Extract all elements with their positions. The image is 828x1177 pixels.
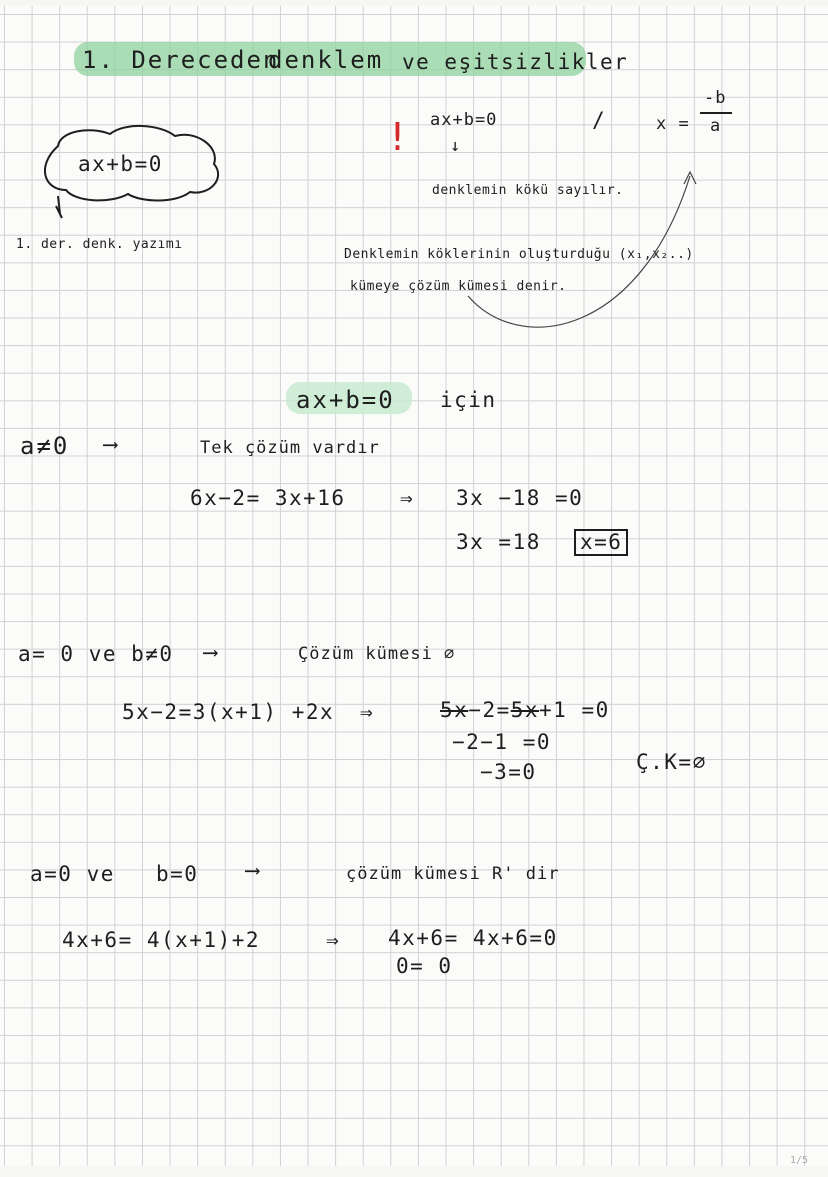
section-formula: ax+b=0 xyxy=(296,386,395,414)
case2-condition: a= 0 ve b≠0 xyxy=(18,642,174,666)
page-number: 1/5 xyxy=(790,1155,809,1166)
right-arrow-icon: ⟶ xyxy=(104,432,119,456)
case3-condition-a: a=0 ve xyxy=(30,862,115,886)
note-formula: ax+b=0 xyxy=(430,110,498,130)
right-arrow-icon: ⟶ xyxy=(246,858,261,882)
implies-arrow-icon: ⇒ xyxy=(400,486,415,510)
case2-result: Çözüm kümesi ∅ xyxy=(298,644,456,664)
note-root-formula-numerator: -b xyxy=(704,88,727,108)
case2-step-1 xyxy=(440,700,610,721)
case1-example-left: 6x−2= 3x+16 xyxy=(190,486,346,510)
curved-arrow-icon xyxy=(0,6,828,1177)
case2-step-2: −2−1 =0 xyxy=(452,730,552,754)
case2-example-left: 5x−2=3(x+1) +2x xyxy=(122,700,335,724)
case2-step-3: −3=0 xyxy=(480,760,537,784)
case2-answer: Ç.K=∅ xyxy=(636,750,707,774)
case1-step-2: 3x =18 xyxy=(456,530,541,554)
implies-arrow-icon: ⇒ xyxy=(360,700,375,724)
term: +1 =0 xyxy=(539,698,610,722)
case1-result: Tek çözüm vardır xyxy=(200,438,380,458)
implies-arrow-icon: ⇒ xyxy=(326,928,341,952)
cancelled-term: 5x xyxy=(440,698,469,722)
note-root-text: denklemin kökü sayılır. xyxy=(432,183,624,198)
cloud-shape xyxy=(0,6,828,1177)
right-arrow-icon: ⟶ xyxy=(204,640,219,664)
fraction-bar xyxy=(700,112,732,114)
case3-example-left: 4x+6= 4(x+1)+2 xyxy=(62,928,261,952)
note-root-formula-x: x = xyxy=(656,114,690,134)
case3-step-1: 4x+6= 4x+6=0 xyxy=(388,926,558,950)
case3-condition-b: b=0 xyxy=(156,862,199,886)
case1-condition: a≠0 xyxy=(20,432,70,460)
title-part-1: 1. Dereceden xyxy=(82,46,280,74)
case1-answer: x=6 xyxy=(574,529,628,556)
cancelled-term: 5x xyxy=(510,698,540,722)
down-arrow-icon: ↓ xyxy=(450,136,462,156)
title-part-3: ve eşitsizlikler xyxy=(402,50,629,74)
case3-step-2: 0= 0 xyxy=(396,954,453,978)
note-root-formula-denominator: a xyxy=(710,116,722,136)
cloud-formula: ax+b=0 xyxy=(78,152,163,176)
grid-paper-page xyxy=(0,6,828,1166)
note-set-line-2: kümeye çözüm kümesi denir. xyxy=(350,279,567,294)
title-part-2: denklem xyxy=(268,46,384,74)
cloud-caption: 1. der. denk. yazımı xyxy=(16,237,183,252)
case3-result: çözüm kümesi R' dir xyxy=(346,864,560,884)
term: −2= xyxy=(468,698,511,722)
section-suffix: için xyxy=(440,388,497,412)
note-slash: / xyxy=(592,108,607,132)
note-set-line-1: Denklemin köklerinin oluşturduğu (x₁,x₂..) xyxy=(344,247,694,262)
case1-step-1: 3x −18 =0 xyxy=(456,486,584,510)
warning-exclamation-icon: ! xyxy=(386,115,409,159)
